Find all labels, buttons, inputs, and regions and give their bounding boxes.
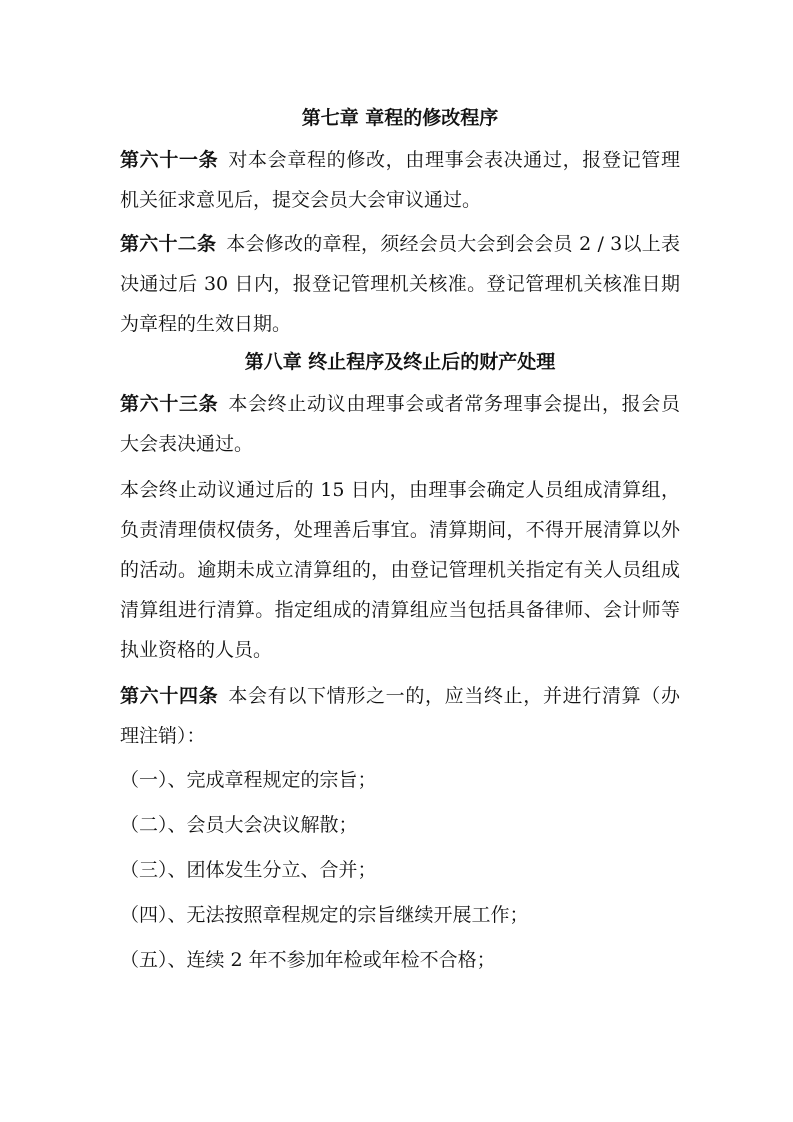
article-63-paragraph-2: 本会终止动议通过后的 15 日内，由理事会确定人员组成清算组，负责清理债权债务，处理善后事宜。清算期间，不得开展清算以外的活动。逾期未成立清算组的，由登记管理机关指定有关人员组成清算组进行清算。指定组成的清算组应当包括具备律师、会计师等执业资格的人员。	[120, 479, 680, 661]
article-63	[120, 384, 680, 464]
article-64-number: 第六十四条	[120, 685, 219, 707]
list-item: （二）、会员大会决议解散；	[120, 814, 358, 836]
chapter-7-title: 第七章 章程的修改程序	[301, 107, 499, 129]
list-item: （一）、完成章程规定的宗旨；	[120, 769, 377, 791]
article-61	[120, 140, 680, 220]
document-body	[120, 100, 680, 980]
chapter-8-title: 第八章 终止程序及终止后的财产处理	[244, 351, 556, 373]
article-63-number: 第六十三条	[120, 393, 219, 415]
article-62	[120, 224, 680, 344]
article-62-text: 本会修改的章程，须经会员大会到会会员 2 / 3以上表决通过后 30 日内，报登记管理机关核准。登记管理机关核准日期为章程的生效日期。	[120, 233, 680, 335]
list-item: （四）、无法按照章程规定的宗旨继续开展工作；	[120, 904, 529, 926]
list-item: （三）、团体发生分立、合并；	[120, 859, 377, 881]
article-64	[120, 676, 680, 756]
article-63-text: 本会终止动议由理事会或者常务理事会提出，报会员大会表决通过。	[120, 393, 680, 455]
article-64-text: 本会有以下情形之一的，应当终止，并进行清算（办理注销）：	[120, 685, 680, 747]
article-61-text: 对本会章程的修改，由理事会表决通过，报登记管理机关征求意见后，提交会员大会审议通过。	[120, 149, 680, 211]
list-item: （五）、连续 2 年不参加年检或年检不合格；	[120, 949, 496, 971]
article-62-number: 第六十二条	[120, 233, 217, 255]
article-61-number: 第六十一条	[120, 149, 219, 171]
